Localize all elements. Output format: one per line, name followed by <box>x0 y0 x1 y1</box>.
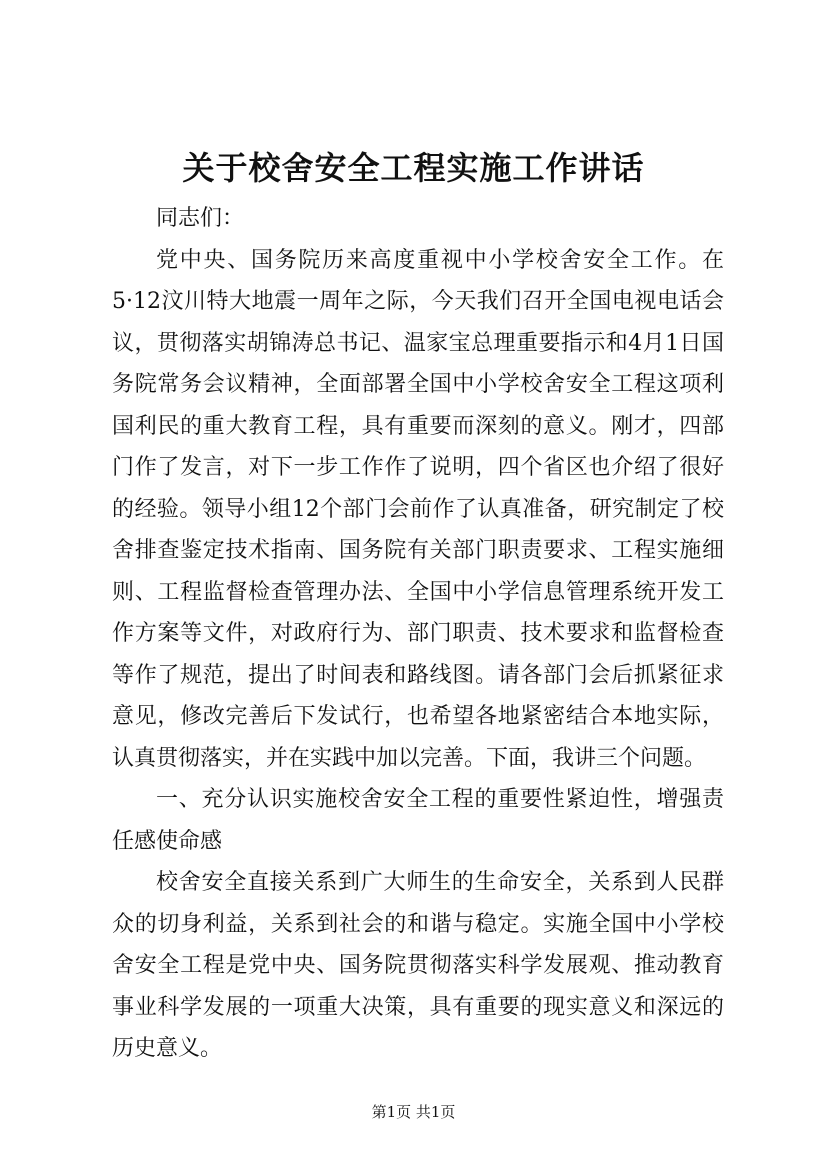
document-body <box>112 198 724 1070</box>
page-number-footer: 第1页 共1页 <box>371 1103 456 1121</box>
body-paragraph: 校舍安全直接关系到广大师生的生命安全，关系到人民群众的切身利益，关系到社会的和谐与稳定。实施全国中小学校舍安全工程是党中央、国务院贯彻落实科学发展观、推动教育事业科学发展的一项重大决策，具有重要的现实意义和深远的历史意义。 <box>112 870 724 1061</box>
section-heading: 一、充分认识实施校舍安全工程的重要性紧迫性，增强责任感使命感 <box>112 787 724 854</box>
salutation-paragraph: 同志们： <box>156 206 245 231</box>
body-paragraph: 党中央、国务院历来高度重视中小学校舍安全工作。在5·12汶川特大地震一周年之际，今天我们召开全国电视电话会议，贯彻落实胡锦涛总书记、温家宝总理重要指示和4月1日国务院常务会议精神，全面部署全国中小学校舍安全工程这项利国利民的重大教育工程，具有重要而深刻的意义。刚才，四部门作了发言，对下一步工作作了说明，四个省区也介绍了很好的经验。领导小组12个部门会前作了认真准备，研究制定了校舍排查鉴定技术指南、国务院有关部门职责要求、工程实施细则、工程监督检查管理办法、全国中小学信息管理系统开发工作方案等文件，对政府行为、部门职责、技术要求和监督检查等作了规范，提出了时间表和路线图。请各部门会后抓紧征求意见，修改完善后下发试行，也希望各地紧密结合本地实际，认真贯彻落实，并在实践中加以完善。下面，我讲三个问题。 <box>112 247 724 771</box>
document-title: 关于校舍安全工程实施工作讲话 <box>182 149 645 187</box>
